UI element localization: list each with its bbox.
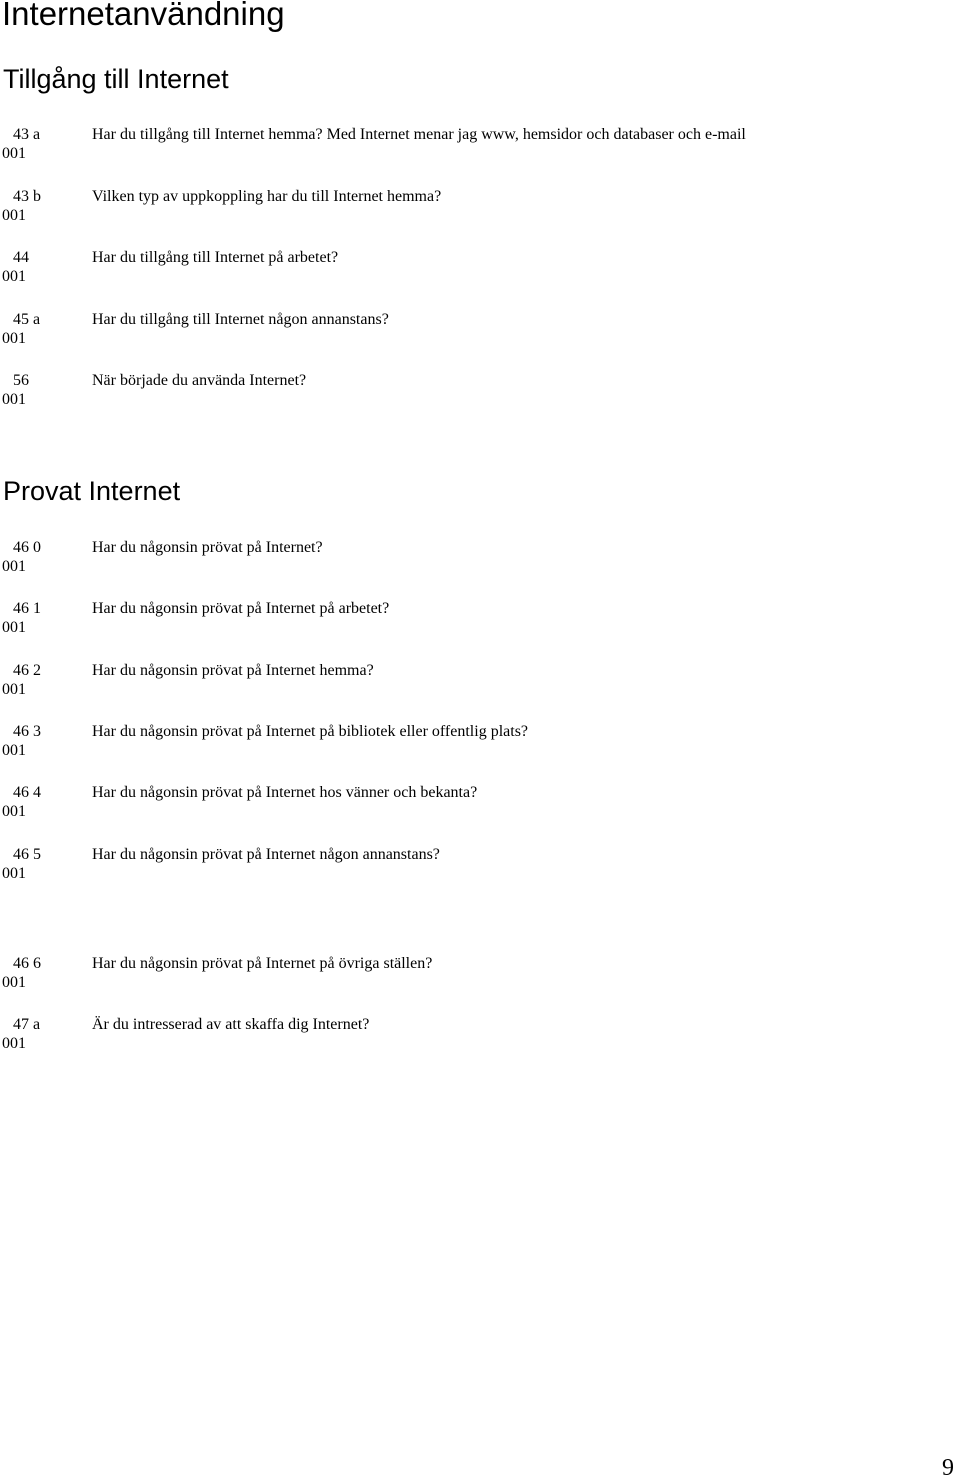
question-subcode: 001 xyxy=(2,1035,26,1052)
question-item xyxy=(0,1015,900,1057)
question-text: Har du någonsin prövat på Internet någon annanstans? xyxy=(92,846,440,863)
question-code: 56 xyxy=(13,372,29,389)
question-item xyxy=(0,661,900,703)
question-subcode: 001 xyxy=(2,681,26,698)
question-text: Har du någonsin prövat på Internet? xyxy=(92,539,323,556)
question-item xyxy=(0,310,900,352)
question-subcode: 001 xyxy=(2,207,26,224)
question-item xyxy=(0,845,900,887)
question-text: Är du intresserad av att skaffa dig Internet? xyxy=(92,1016,370,1033)
question-text: Har du tillgång till Internet någon annanstans? xyxy=(92,311,389,328)
question-text: Har du någonsin prövat på Internet på bibliotek eller offentlig plats? xyxy=(92,723,529,740)
question-code: 46 4 xyxy=(13,784,41,801)
question-code: 43 a xyxy=(13,126,41,143)
question-text: Har du någonsin prövat på Internet hemma? xyxy=(92,662,374,679)
question-subcode: 001 xyxy=(2,974,26,991)
question-code: 46 1 xyxy=(13,600,41,617)
question-item xyxy=(0,783,900,825)
question-text: När började du använda Internet? xyxy=(92,372,307,389)
question-subcode: 001 xyxy=(2,391,26,408)
question-item xyxy=(0,187,900,229)
question-text: Har du tillgång till Internet på arbetet? xyxy=(92,249,339,266)
question-item xyxy=(0,722,900,764)
question-subcode: 001 xyxy=(2,268,26,285)
question-code: 44 xyxy=(13,249,29,266)
question-text: Vilken typ av uppkoppling har du till Internet hemma? xyxy=(92,188,442,205)
question-item xyxy=(0,371,900,413)
question-item xyxy=(0,125,900,167)
question-text: Har du tillgång till Internet hemma? Med Internet menar jag www, hemsidor och databaser och e-mail xyxy=(92,126,746,143)
question-code: 46 3 xyxy=(13,723,41,740)
question-subcode: 001 xyxy=(2,330,26,347)
question-text: Har du någonsin prövat på Internet hos vänner och bekanta? xyxy=(92,784,478,801)
question-code: 45 a xyxy=(13,311,41,328)
question-item xyxy=(0,538,900,580)
question-code: 47 a xyxy=(13,1016,41,1033)
question-item xyxy=(0,599,900,641)
question-code: 46 0 xyxy=(13,539,41,556)
question-code: 46 2 xyxy=(13,662,41,679)
section-heading-tillgang: Tillgång till Internet xyxy=(3,64,229,94)
question-subcode: 001 xyxy=(2,619,26,636)
question-subcode: 001 xyxy=(2,803,26,820)
question-code: 43 b xyxy=(13,188,41,205)
question-subcode: 001 xyxy=(2,145,26,162)
page-title: Internetanvändning xyxy=(2,0,285,32)
question-item xyxy=(0,954,900,996)
question-subcode: 001 xyxy=(2,558,26,575)
question-text: Har du någonsin prövat på Internet på övriga ställen? xyxy=(92,955,433,972)
question-subcode: 001 xyxy=(2,865,26,882)
question-text: Har du någonsin prövat på Internet på arbetet? xyxy=(92,600,390,617)
question-code: 46 5 xyxy=(13,846,41,863)
question-code: 46 6 xyxy=(13,955,41,972)
question-item xyxy=(0,248,900,290)
page-number: 9 xyxy=(942,1455,954,1481)
question-subcode: 001 xyxy=(2,742,26,759)
section-heading-provat: Provat Internet xyxy=(3,476,181,506)
